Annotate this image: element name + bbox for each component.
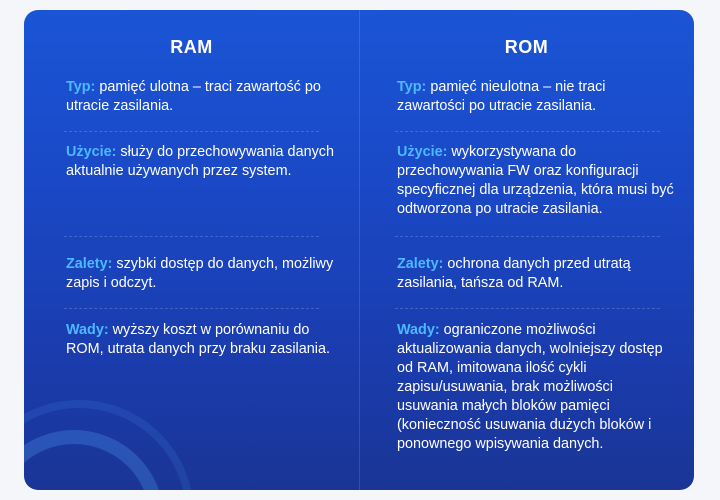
ram-type-text: pamięć ulotna – traci zawartość po utracie zasilania. bbox=[66, 79, 321, 114]
ram-column bbox=[24, 10, 359, 490]
ram-pros-text: szybki dostęp do danych, możliwy zapis i odczyt. bbox=[66, 256, 334, 291]
ram-cons-label: Wady: bbox=[66, 322, 109, 338]
rom-cons-entry bbox=[397, 321, 677, 454]
ram-usage-entry bbox=[66, 143, 336, 181]
rom-title: ROM bbox=[504, 37, 549, 57]
rom-pros-label: Zalety: bbox=[397, 256, 444, 272]
rom-separator-3 bbox=[395, 308, 660, 309]
ram-cons-text: wyższy koszt w porównaniu do ROM, utrata danych przy braku zasilania. bbox=[66, 322, 330, 357]
ram-separator-1 bbox=[64, 131, 319, 132]
ram-usage-label: Użycie: bbox=[66, 144, 117, 160]
ram-cons-entry bbox=[66, 321, 336, 359]
rom-column bbox=[359, 10, 694, 490]
rom-usage-text: wykorzystywana do przechowywania FW oraz konfiguracji specyficznej dla urządzenia, która musi być odtworzona po utracie zasilania. bbox=[397, 144, 674, 217]
ram-separator-3 bbox=[64, 308, 319, 309]
ram-usage-text: służy do przechowywania danych aktualnie używanych przez system. bbox=[66, 144, 334, 179]
rom-usage-entry bbox=[397, 143, 677, 219]
rom-separator-2 bbox=[395, 236, 660, 237]
ram-type-label: Typ: bbox=[66, 79, 96, 95]
ram-type-entry bbox=[66, 78, 336, 116]
comparison-card bbox=[24, 10, 694, 490]
rom-cons-label: Wady: bbox=[397, 322, 440, 338]
ram-separator-2 bbox=[64, 236, 319, 237]
rom-pros-entry bbox=[397, 255, 677, 293]
rom-pros-text: ochrona danych przed utratą zasilania, tańsza od RAM. bbox=[397, 256, 631, 291]
rom-type-entry bbox=[397, 78, 677, 116]
rom-usage-label: Użycie: bbox=[397, 144, 448, 160]
ram-pros-label: Zalety: bbox=[66, 256, 113, 272]
rom-type-label: Typ: bbox=[397, 79, 427, 95]
rom-separator-1 bbox=[395, 131, 660, 132]
ram-pros-entry bbox=[66, 255, 336, 293]
rom-type-text: pamięć nieulotna – nie traci zawartości po utracie zasilania. bbox=[397, 79, 606, 114]
rom-cons-text: ograniczone możliwości aktualizowania danych, wolniejszy dostęp od RAM, imitowana ilość cykli zapisu/usuwania, brak możliwości usuwania małych bloków pamięci (konieczność usuwania dużych bloków i ponownego wpisywania danych. bbox=[397, 322, 663, 452]
ram-title: RAM bbox=[170, 37, 213, 57]
